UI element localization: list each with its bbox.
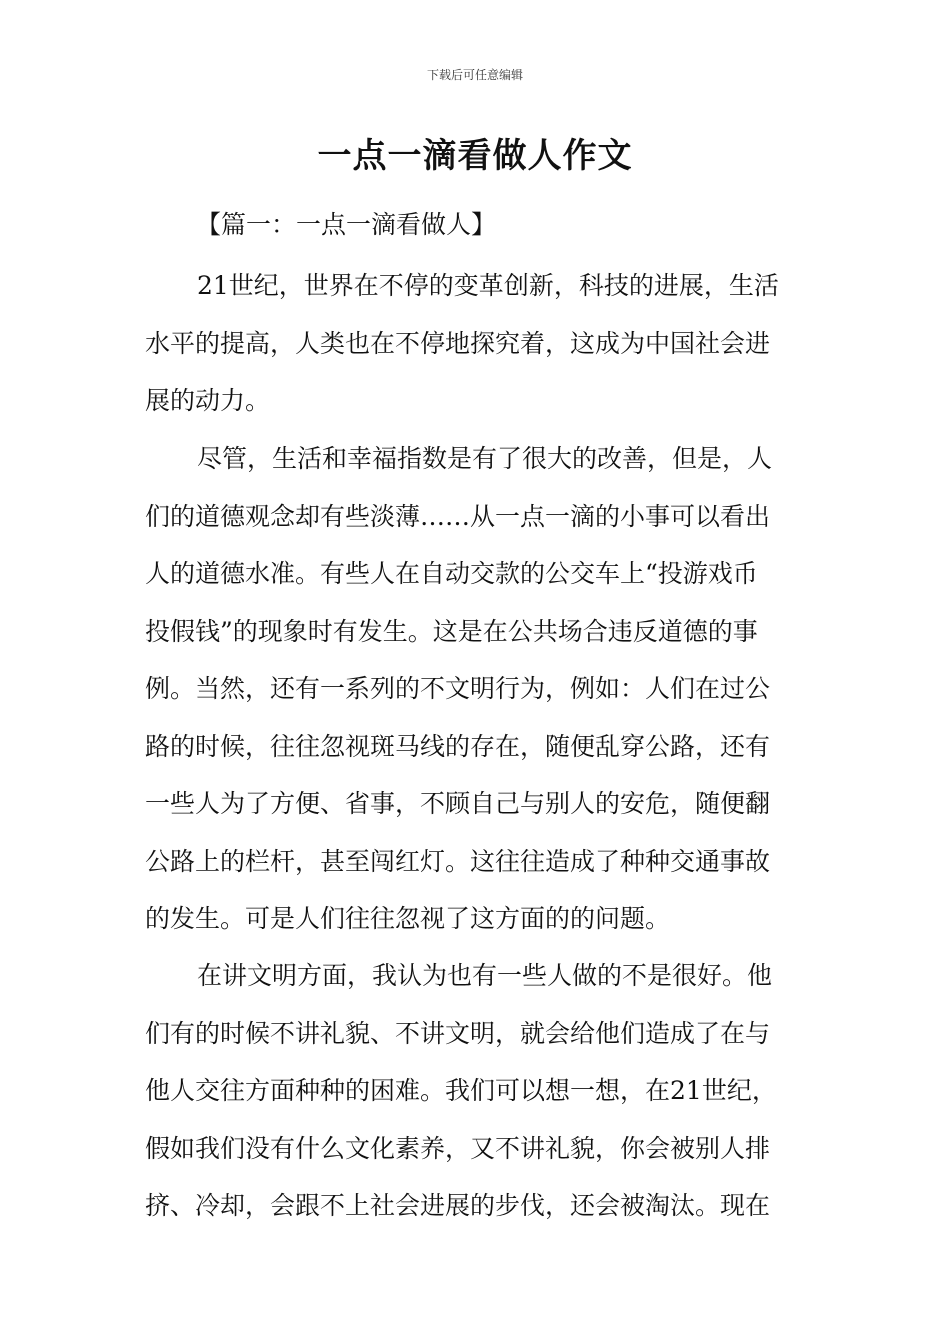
text-line: 人的道德水准。有些人在自动交款的公交车上“投游戏币: [145, 559, 758, 588]
text-line: 水平的提高，人类也在不停地探究着，这成为中国社会进: [145, 328, 771, 358]
text-line: 展的动力。: [145, 386, 271, 415]
text-line: 他人交往方面种种的困难。我们可以想一想，在21世纪，: [145, 1076, 777, 1105]
page-header-note: 下载后可任意编辑: [426, 68, 523, 82]
text-line: 的发生。可是人们往往忽视了这方面的的问题。: [145, 904, 671, 933]
text-line: 尽管，生活和幸福指数是有了很大的改善，但是，人: [197, 444, 773, 473]
text-line: 假如我们没有什么文化素养，又不讲礼貌，你会被别人排: [145, 1133, 771, 1163]
text-line: 21世纪，世界在不停的变革创新，科技的进展，生活: [197, 271, 779, 300]
text-line: 例。当然，还有一系列的不文明行为，例如：人们在过公: [145, 674, 771, 703]
article-body: [145, 947, 809, 1235]
paragraph: [145, 947, 809, 1235]
article-body: [145, 430, 809, 948]
text-line: 公路上的栏杆，甚至闯红灯。这往往造成了种种交通事故: [145, 846, 771, 876]
text-line: 在讲文明方面，我认为也有一些人做的不是很好。他: [197, 961, 773, 990]
text-line: 路的时候，往往忽视斑马线的存在，随便乱穿公路，还有: [145, 731, 771, 761]
section-heading: 【篇一：一点一滴看做人】: [196, 210, 497, 239]
article-body: [145, 257, 809, 430]
paragraph: [145, 257, 809, 430]
text-line: 挤、冷却，会跟不上社会进展的步伐，还会被淘汰。现在: [145, 1191, 771, 1220]
text-line: 们有的时候不讲礼貌、不讲文明，就会给他们造成了在与: [145, 1018, 771, 1048]
text-line: 一些人为了方便、省事，不顾自己与别人的安危，随便翻: [145, 789, 771, 818]
paragraph: [145, 430, 809, 948]
document-title: 一点一滴看做人作文: [317, 136, 633, 176]
text-line: 们的道德观念却有些淡薄……从一点一滴的小事可以看出: [145, 501, 771, 531]
text-line: 投假钱”的现象时有发生。这是在公共场合违反道德的事: [145, 616, 758, 646]
